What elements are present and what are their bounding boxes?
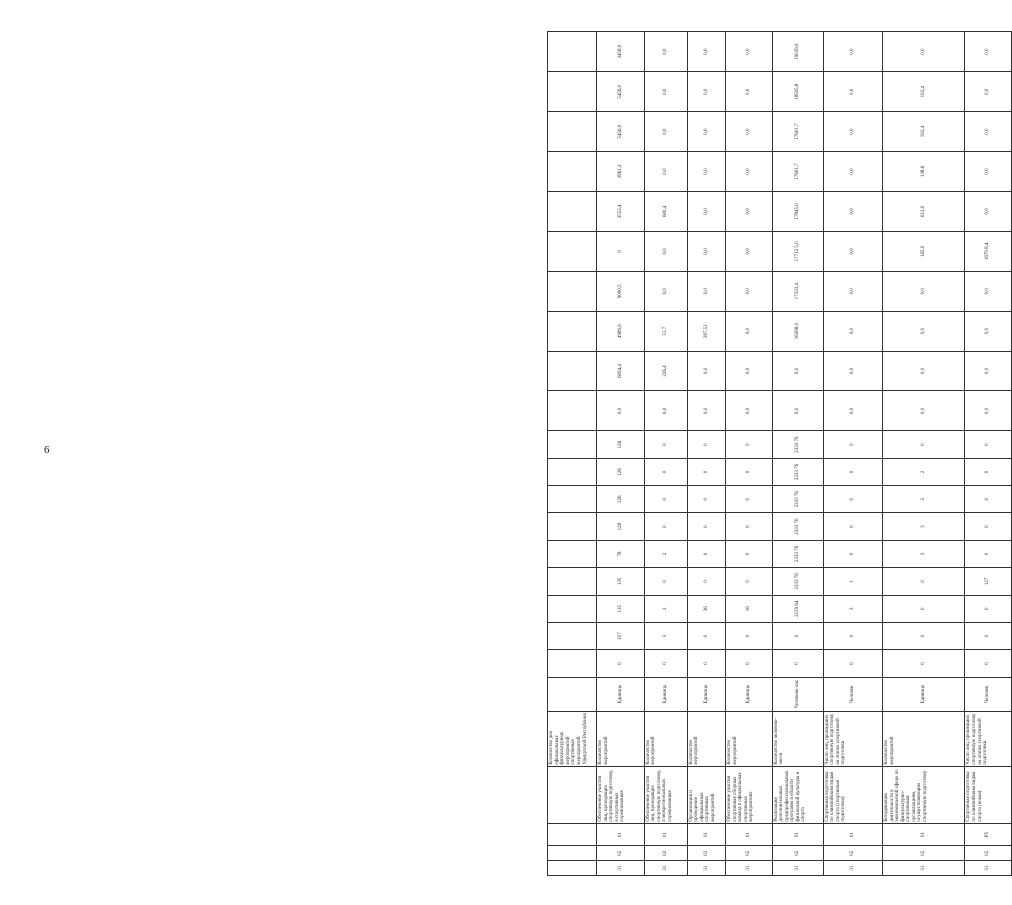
count-value-cell bbox=[548, 622, 597, 649]
finance-value-cell: 17333,4 bbox=[772, 271, 823, 311]
count-value-cell: 0 bbox=[772, 622, 823, 649]
finance-value-cell: 0,0 bbox=[726, 112, 772, 152]
unit-cell bbox=[548, 677, 597, 711]
count-value-cell: 126 bbox=[597, 486, 645, 513]
finance-value-cell: 0,0 bbox=[823, 112, 882, 152]
finance-value-cell bbox=[548, 231, 597, 271]
count-value-cell: 0 bbox=[772, 650, 823, 677]
program-code-cell: 31 bbox=[882, 861, 965, 876]
table-row bbox=[965, 32, 1012, 876]
count-value-cell: 2 bbox=[882, 486, 965, 513]
count-value-cell: 0 bbox=[726, 622, 772, 649]
finance-value-cell: 0,0 bbox=[823, 191, 882, 231]
finance-value-cell: 0,0 bbox=[726, 32, 772, 72]
finance-value-cell: 0,0 bbox=[823, 351, 882, 391]
table-row bbox=[772, 32, 823, 876]
count-value-cell: 2159 64 bbox=[772, 595, 823, 622]
finance-value-cell: 0,0 bbox=[882, 271, 965, 311]
finance-value-cell: 0,0 bbox=[965, 271, 1012, 311]
activity-code-cell: 01 bbox=[823, 823, 882, 846]
count-value-cell bbox=[548, 568, 597, 595]
count-value-cell: 16 bbox=[726, 595, 772, 622]
count-value-cell: 0 bbox=[644, 431, 687, 458]
finance-value-cell: 5456,0 bbox=[597, 112, 645, 152]
count-value-cell: 0 bbox=[882, 650, 965, 677]
finance-value-cell: 1679 8,4 bbox=[965, 231, 1012, 271]
finance-value-cell: 0,0 bbox=[882, 311, 965, 351]
finance-value-cell bbox=[548, 351, 597, 391]
count-value-cell: 2333 76 bbox=[772, 513, 823, 540]
count-value-cell: 0 bbox=[687, 568, 725, 595]
program-code-cell: 31 bbox=[726, 861, 772, 876]
count-value-cell: 2 bbox=[644, 540, 687, 567]
table-row bbox=[823, 32, 882, 876]
count-value-cell bbox=[548, 458, 597, 485]
count-value-cell: 0 bbox=[644, 513, 687, 540]
finance-value-cell: 600,4 bbox=[644, 191, 687, 231]
activity-code-cell: 01 bbox=[687, 823, 725, 846]
program-code-cell: 31 bbox=[965, 861, 1012, 876]
count-value-cell: 2333 76 bbox=[772, 431, 823, 458]
table-header-row bbox=[548, 32, 597, 876]
finance-value-cell: 0,0 bbox=[687, 391, 725, 431]
activity-name-cell: Обеспечение участия лиц, проходящих спортивную подготовку, в спортивных соревнованиях bbox=[597, 766, 645, 823]
finance-value-cell: 0 bbox=[597, 231, 645, 271]
count-value-cell: 0 bbox=[965, 650, 1012, 677]
count-value-cell: 2333 76 bbox=[772, 486, 823, 513]
count-value-cell: 0 bbox=[965, 458, 1012, 485]
count-value-cell: 0 bbox=[726, 486, 772, 513]
count-value-cell: 3 bbox=[823, 595, 882, 622]
finance-value-cell: 0,0 bbox=[687, 271, 725, 311]
activity-name-cell: Спортивная подготовка по олимпийским видам спорта (спортивная подготовка) bbox=[823, 766, 882, 823]
count-value-cell: 0 bbox=[823, 486, 882, 513]
activity-code-cell: 01 bbox=[772, 823, 823, 846]
count-value-cell: 0 bbox=[823, 622, 882, 649]
indicator-cell: Количество мероприятий bbox=[882, 711, 965, 766]
finance-value-cell: 3458,0 bbox=[597, 32, 645, 72]
unit-cell: Человек bbox=[965, 677, 1012, 711]
finance-value-cell: 0,0 bbox=[965, 391, 1012, 431]
finance-value-cell: 0,0 bbox=[726, 391, 772, 431]
program-code-cell: 31 bbox=[772, 861, 823, 876]
count-value-cell: 0 bbox=[823, 431, 882, 458]
subprogram-code-cell: 02 bbox=[965, 846, 1012, 861]
indicator-cell: Количество человеко-часов bbox=[772, 711, 823, 766]
count-value-cell bbox=[548, 486, 597, 513]
finance-value-cell: 0,0 bbox=[687, 231, 725, 271]
count-value-cell: 2 bbox=[644, 595, 687, 622]
count-value-cell: 0 bbox=[597, 650, 645, 677]
indicator-cell: Количество мероприятий bbox=[597, 711, 645, 766]
count-value-cell bbox=[548, 431, 597, 458]
finance-value-cell: 17601,7 bbox=[772, 152, 823, 192]
count-value-cell: 0 bbox=[687, 650, 725, 677]
program-code-cell: 31 bbox=[823, 861, 882, 876]
finance-value-cell: 0,0 bbox=[823, 152, 882, 192]
finance-value-cell: 0,0 bbox=[726, 311, 772, 351]
finance-value-cell: 226,4 bbox=[644, 351, 687, 391]
count-value-cell: 0 bbox=[882, 431, 965, 458]
count-value-cell bbox=[548, 595, 597, 622]
subprogram-code-cell: 02 bbox=[772, 846, 823, 861]
count-value-cell bbox=[548, 513, 597, 540]
activity-code-cell: 01 bbox=[597, 823, 645, 846]
finance-value-cell: 0,0 bbox=[965, 351, 1012, 391]
table-row bbox=[687, 32, 725, 876]
count-value-cell: 135 bbox=[597, 595, 645, 622]
finance-value-cell: 0,0 bbox=[687, 191, 725, 231]
finance-value-cell: 0,0 bbox=[644, 72, 687, 112]
finance-value-cell: 0,0 bbox=[644, 112, 687, 152]
count-value-cell: 0 bbox=[823, 650, 882, 677]
count-value-cell: 135 bbox=[597, 568, 645, 595]
count-value-cell: 0 bbox=[965, 540, 1012, 567]
finance-value-cell bbox=[548, 311, 597, 351]
indicator-cell: Число лиц, прошедших спортивную подготовку на этапах спортивной подготовки bbox=[823, 711, 882, 766]
finance-value-cell: 5456,0 bbox=[597, 72, 645, 112]
unit-cell: Единица bbox=[597, 677, 645, 711]
count-value-cell: 0 bbox=[644, 458, 687, 485]
finance-value-cell: 0,0 bbox=[823, 391, 882, 431]
subprogram-code-cell: 02 bbox=[597, 846, 645, 861]
finance-value-cell: 0,0 bbox=[823, 32, 882, 72]
count-value-cell: 126 bbox=[597, 431, 645, 458]
subprogram-code-cell: 02 bbox=[687, 846, 725, 861]
finance-value-cell bbox=[548, 32, 597, 72]
finance-value-cell: 0,0 bbox=[687, 152, 725, 192]
finance-value-cell: 3961,3 bbox=[597, 152, 645, 192]
count-value-cell: 0 bbox=[726, 431, 772, 458]
table-row bbox=[726, 32, 772, 876]
finance-value-cell: 0,0 bbox=[644, 231, 687, 271]
finance-value-cell bbox=[548, 112, 597, 152]
count-value-cell: 0 bbox=[882, 622, 965, 649]
finance-value-cell: 0,0 bbox=[772, 391, 823, 431]
finance-value-cell: 51,7 bbox=[644, 311, 687, 351]
program-code-cell bbox=[548, 861, 597, 876]
count-value-cell: 127 bbox=[965, 568, 1012, 595]
count-value-cell: 3 bbox=[882, 513, 965, 540]
table-row bbox=[644, 32, 687, 876]
finance-value-cell: 0,0 bbox=[597, 391, 645, 431]
table-row bbox=[597, 32, 645, 876]
unit-cell: Единица bbox=[882, 677, 965, 711]
finance-value-cell: 0,0 bbox=[687, 32, 725, 72]
subprogram-code-cell: 02 bbox=[823, 846, 882, 861]
indicator-cell: Количество для официальных физкультурных мероприятий спортивных мероприятий Удмуртской Республики bbox=[548, 711, 597, 766]
activity-code-cell bbox=[548, 823, 597, 846]
count-value-cell: 1 bbox=[823, 568, 882, 595]
count-value-cell: 0 bbox=[965, 486, 1012, 513]
count-value-cell: 0 bbox=[644, 486, 687, 513]
indicator-cell: Количество мероприятий bbox=[687, 711, 725, 766]
finance-value-cell: 17845,0 bbox=[772, 191, 823, 231]
count-value-cell: 2333 76 bbox=[772, 458, 823, 485]
activity-name-cell: Обеспечение участия лиц, проходящих спортивную подготовку, в межрегиональных соревнованиях bbox=[644, 766, 687, 823]
unit-cell: Человек bbox=[823, 677, 882, 711]
finance-value-cell: 4989,9 bbox=[597, 311, 645, 351]
finance-value-cell: 0,0 bbox=[726, 271, 772, 311]
finance-value-cell: 0,0 bbox=[726, 351, 772, 391]
finance-value-cell: 0,0 bbox=[965, 72, 1012, 112]
count-value-cell: 0 bbox=[687, 622, 725, 649]
finance-value-cell bbox=[548, 152, 597, 192]
table-row bbox=[882, 32, 965, 876]
finance-value-cell: 17601,7 bbox=[772, 112, 823, 152]
finance-value-cell: 0,0 bbox=[644, 32, 687, 72]
activity-code-cell: Р5 bbox=[965, 823, 1012, 846]
data-table bbox=[547, 31, 1012, 876]
count-value-cell: 36 bbox=[687, 595, 725, 622]
count-value-cell: 0 bbox=[726, 513, 772, 540]
activity-code-cell: 01 bbox=[882, 823, 965, 846]
table-area bbox=[82, 31, 991, 876]
activity-name-cell: Координация деятельности в экономической сфере по физкультурно-спортивным организациям, осуществляющим спортивную подготовку bbox=[882, 766, 965, 823]
activity-name-cell: Организация и проведение официальных спортивных мероприятий bbox=[687, 766, 725, 823]
activity-name-cell: Реализация дополнительных предпрофессиональных программ в области физической культуры и спорта bbox=[772, 766, 823, 823]
unit-cell: Единица bbox=[687, 677, 725, 711]
count-value-cell: 0 bbox=[687, 486, 725, 513]
finance-value-cell: 0,0 bbox=[823, 271, 882, 311]
finance-value-cell: 0,0 bbox=[965, 191, 1012, 231]
activity-code-cell: 01 bbox=[644, 823, 687, 846]
finance-value-cell bbox=[548, 191, 597, 231]
finance-value-cell: 16368,9 bbox=[772, 311, 823, 351]
finance-value-cell: 0,0 bbox=[965, 32, 1012, 72]
subprogram-code-cell: 02 bbox=[644, 846, 687, 861]
count-value-cell: 0 bbox=[726, 540, 772, 567]
finance-value-cell: 9090,5 bbox=[597, 271, 645, 311]
finance-value-cell: 0,0 bbox=[823, 311, 882, 351]
count-value-cell: 126 bbox=[597, 458, 645, 485]
finance-value-cell: 0,0 bbox=[965, 112, 1012, 152]
finance-value-cell bbox=[548, 271, 597, 311]
unit-cell: Человеко-час bbox=[772, 677, 823, 711]
count-value-cell: 0 bbox=[823, 513, 882, 540]
count-value-cell: 0 bbox=[965, 513, 1012, 540]
finance-value-cell: 192,4 bbox=[882, 112, 965, 152]
count-value-cell: 0 bbox=[687, 431, 725, 458]
finance-value-cell: 0,0 bbox=[726, 191, 772, 231]
finance-value-cell: 0,0 bbox=[823, 72, 882, 112]
count-value-cell: 2333 76 bbox=[772, 568, 823, 595]
activity-code-cell: 01 bbox=[726, 823, 772, 846]
activity-name-cell: Обеспечение участия спортивных сборных команд в официальных спортивных мероприятиях bbox=[726, 766, 772, 823]
count-value-cell bbox=[548, 540, 597, 567]
count-value-cell: 2333 76 bbox=[772, 540, 823, 567]
subprogram-code-cell bbox=[548, 846, 597, 861]
count-value-cell bbox=[548, 650, 597, 677]
finance-value-cell: 397,51 bbox=[687, 311, 725, 351]
program-code-cell: 31 bbox=[644, 861, 687, 876]
count-value-cell: 0 bbox=[687, 458, 725, 485]
finance-value-cell: 192,4 bbox=[882, 72, 965, 112]
unit-cell: Единица bbox=[726, 677, 772, 711]
finance-value-cell: 0,0 bbox=[726, 231, 772, 271]
count-value-cell: 0 bbox=[823, 458, 882, 485]
unit-cell: Единица bbox=[644, 677, 687, 711]
page-number: 6 bbox=[44, 444, 50, 456]
finance-value-cell bbox=[548, 72, 597, 112]
rotated-table-container bbox=[547, 31, 1012, 876]
finance-value-cell: 0,0 bbox=[644, 152, 687, 192]
program-code-cell: 31 bbox=[687, 861, 725, 876]
finance-value-cell: 0,0 bbox=[726, 152, 772, 192]
count-value-cell: 2 bbox=[882, 458, 965, 485]
finance-value-cell: 0,0 bbox=[772, 351, 823, 391]
count-value-cell: 0 bbox=[965, 431, 1012, 458]
activity-name-cell bbox=[548, 766, 597, 823]
finance-value-cell: 165,0 bbox=[882, 231, 965, 271]
finance-value-cell: 0,0 bbox=[644, 391, 687, 431]
count-value-cell: 3 bbox=[882, 540, 965, 567]
finance-value-cell: 0,0 bbox=[882, 32, 965, 72]
finance-value-cell: 612,0 bbox=[882, 191, 965, 231]
indicator-cell: Количество мероприятий bbox=[726, 711, 772, 766]
finance-value-cell: 0,0 bbox=[687, 112, 725, 152]
finance-value-cell: 17712 5,0 bbox=[772, 231, 823, 271]
count-value-cell: 0 bbox=[726, 650, 772, 677]
count-value-cell: 128 bbox=[597, 513, 645, 540]
count-value-cell: 0 bbox=[644, 568, 687, 595]
count-value-cell: 0 bbox=[823, 540, 882, 567]
finance-value-cell: 0,0 bbox=[823, 231, 882, 271]
finance-value-cell: 138,6 bbox=[882, 152, 965, 192]
finance-value-cell: 0,0 bbox=[965, 152, 1012, 192]
count-value-cell: 0 bbox=[965, 622, 1012, 649]
finance-value-cell: 0,0 bbox=[726, 72, 772, 112]
subprogram-code-cell: 02 bbox=[882, 846, 965, 861]
finance-value-cell: 3552,4 bbox=[597, 191, 645, 231]
count-value-cell: 78 bbox=[597, 540, 645, 567]
indicator-cell: Число лиц, прошедших спортивную подготовку на этапах спортивной подготовки bbox=[965, 711, 1012, 766]
finance-value-cell: 0,0 bbox=[882, 351, 965, 391]
activity-name-cell: Спортивная подготовка по олимпийским видам спорта (новая) bbox=[965, 766, 1012, 823]
count-value-cell: 0 bbox=[687, 540, 725, 567]
count-value-cell: 0 bbox=[644, 650, 687, 677]
finance-value-cell: 0,0 bbox=[687, 72, 725, 112]
finance-value-cell: 6094,4 bbox=[597, 351, 645, 391]
count-value-cell: 0 bbox=[726, 568, 772, 595]
finance-value-cell: 0,0 bbox=[687, 351, 725, 391]
finance-value-cell bbox=[548, 391, 597, 431]
count-value-cell: 0 bbox=[687, 513, 725, 540]
count-value-cell: 0 bbox=[965, 595, 1012, 622]
count-value-cell: 0 bbox=[882, 568, 965, 595]
finance-value-cell: 18505,8 bbox=[772, 72, 823, 112]
indicator-cell: Количество мероприятий bbox=[644, 711, 687, 766]
count-value-cell: 0 bbox=[726, 458, 772, 485]
finance-value-cell: 0,0 bbox=[965, 311, 1012, 351]
finance-value-cell: 0,0 bbox=[644, 271, 687, 311]
count-value-cell: 107 bbox=[597, 622, 645, 649]
finance-value-cell: 19039,0 bbox=[772, 32, 823, 72]
count-value-cell: 3 bbox=[644, 622, 687, 649]
program-code-cell: 31 bbox=[597, 861, 645, 876]
finance-value-cell: 0,0 bbox=[882, 391, 965, 431]
subprogram-code-cell: 02 bbox=[726, 846, 772, 861]
count-value-cell: 0 bbox=[882, 595, 965, 622]
